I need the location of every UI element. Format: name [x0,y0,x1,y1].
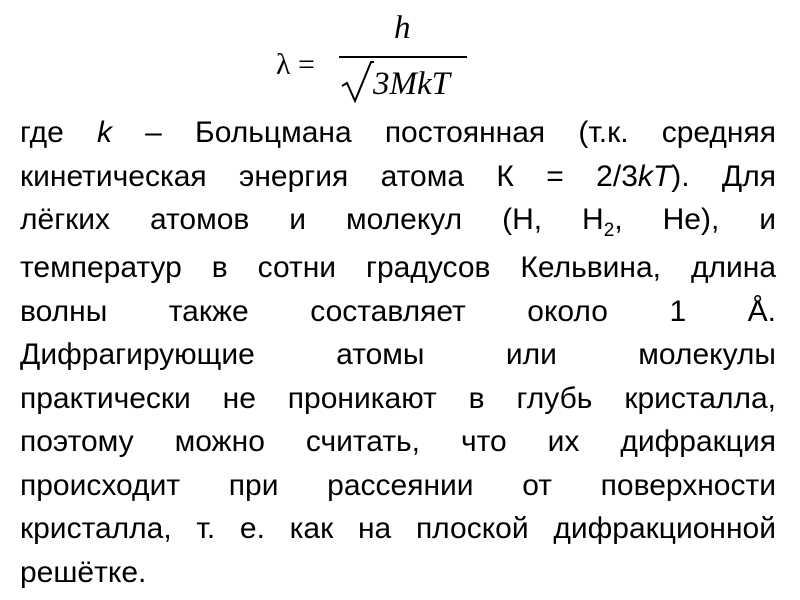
text-line-6: Дифрагирующие атомы или молекулы [20,338,776,371]
text-line-9: происходит при рассеянии от поверхности [20,468,776,502]
text-line-1 [20,111,776,155]
symbol-kT: kT [637,159,672,193]
fraction-bar [339,56,467,58]
text-segment: ). Для [671,159,776,193]
symbol-k: k [96,116,112,149]
text-line-8: поэтому можно считать, что их дифракция [20,425,776,458]
formula-lhs: λ = [276,48,315,81]
text-segment: кинетическая энергия атома К = 2/3 [20,159,638,193]
text-line-10: кристалла, т. е. как на плоской дифракционной [20,512,776,545]
text-segment: , Не), и [614,203,776,236]
de-broglie-formula [276,8,476,108]
formula-numerator: h [394,10,411,46]
subscript-2: 2 [603,220,615,241]
formula-radicand: 3MkT [373,66,450,102]
text-segment: – Больцмана постоянная (т.к. средняя [145,116,776,149]
square-root-sign [340,61,374,103]
text-line-11: решётке. [20,555,147,589]
text-segment: лёгких атомов и молекул (Н, Н [20,203,604,236]
body-paragraph [20,111,776,594]
text-line-3 [20,198,776,246]
text-line-4: температур в сотни градусов Кельвина, длина [20,251,776,284]
text-line-2 [20,155,776,199]
text-line-5: волны также составляет около 1 Å. [20,294,776,328]
text-segment: где [20,116,64,149]
text-line-7: практически не проникают в глубь кристалла, [20,381,776,415]
